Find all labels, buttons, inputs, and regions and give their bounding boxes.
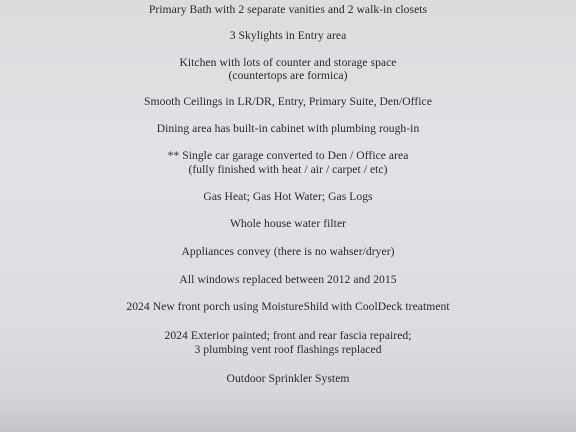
item-water-filter: Whole house water filter <box>229 217 347 230</box>
item-kitchen-note: (countertops are formica) <box>228 69 348 82</box>
item-kitchen: Kitchen with lots of counter and storage space <box>179 56 397 69</box>
item-primary-bath: Primary Bath with 2 separate vanities and 2 walk-in closets <box>148 3 428 16</box>
item-exterior-note: 3 plumbing vent roof flashings replaced <box>194 343 382 356</box>
item-gas: Gas Heat; Gas Hot Water; Gas Logs <box>203 190 373 203</box>
item-garage-note: (fully finished with heat / air / carpet / etc) <box>188 163 388 176</box>
page-shadow <box>0 392 576 432</box>
item-front-porch: 2024 New front porch using MoistureShild with CoolDeck treatment <box>126 300 450 313</box>
item-skylights: 3 Skylights in Entry area <box>229 29 347 42</box>
item-dining-area: Dining area has built-in cabinet with plumbing rough-in <box>156 122 420 135</box>
item-garage-conversion: ** Single car garage converted to Den / Office area <box>167 149 409 162</box>
item-windows: All windows replaced between 2012 and 2015 <box>179 273 397 286</box>
item-exterior-painted: 2024 Exterior painted; front and rear fascia repaired; <box>164 329 412 342</box>
item-appliances: Appliances convey (there is no wahser/dryer) <box>181 245 395 258</box>
item-smooth-ceilings: Smooth Ceilings in LR/DR, Entry, Primary Suite, Den/Office <box>144 95 432 108</box>
item-sprinkler: Outdoor Sprinkler System <box>226 372 350 385</box>
